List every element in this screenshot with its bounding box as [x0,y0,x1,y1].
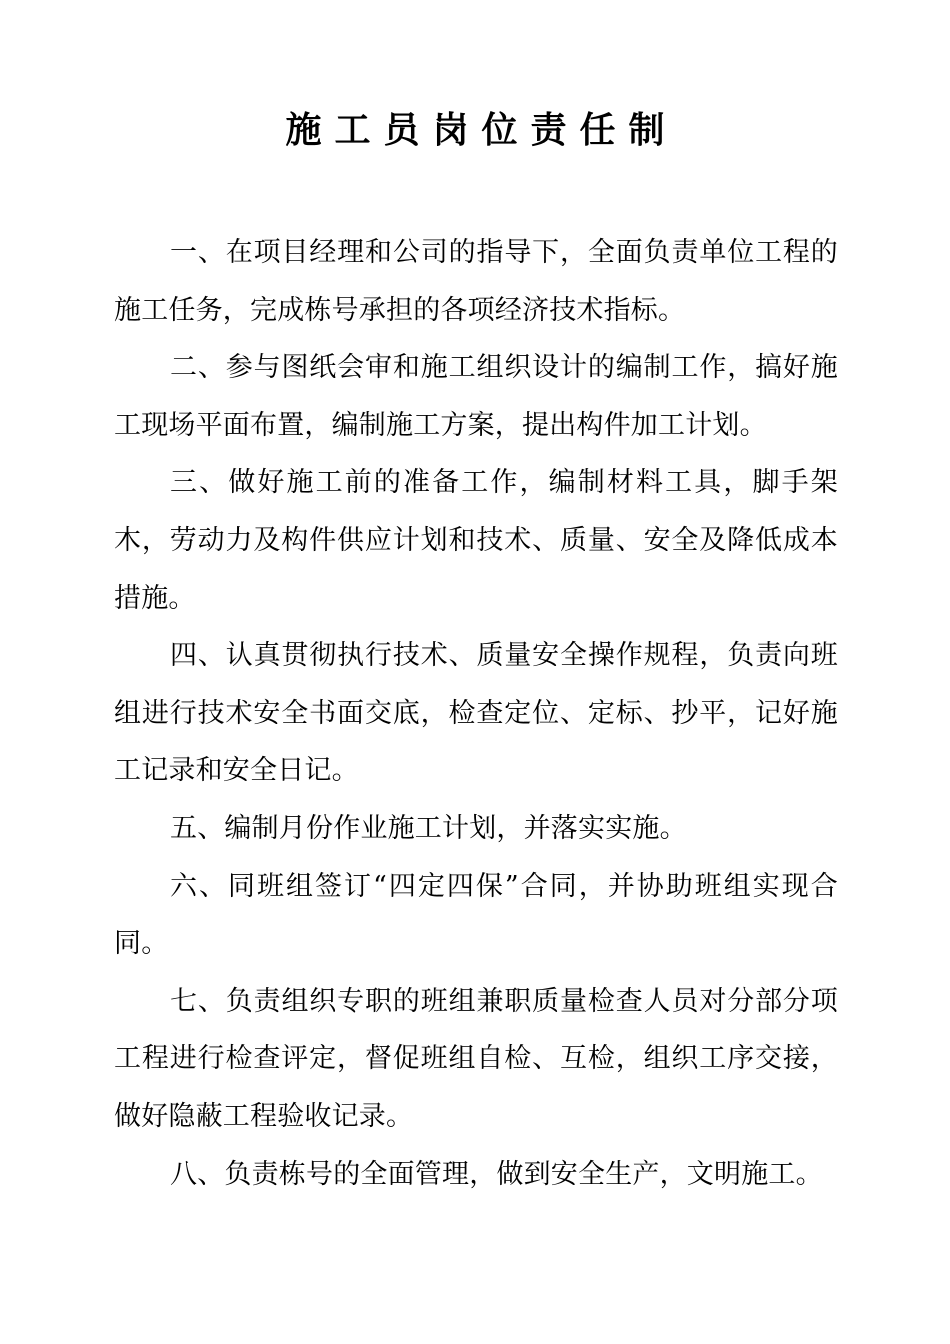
document-title: 施工员岗位责任制 [285,109,678,151]
paragraph-1: 一、在项目经理和公司的指导下，全面负责单位工程的施工任务，完成栋号承担的各项经济技术指标。 [114,237,838,326]
document-body [114,224,838,1203]
paragraph-7: 七、负责组织专职的班组兼职质量检查人员对分部分项工程进行检查评定，督促班组自检、互检，组织工序交接，做好隐蔽工程验收记录。 [114,985,838,1132]
paragraph-2: 二、参与图纸会审和施工组织设计的编制工作，搞好施工现场平面布置，编制施工方案，提出构件加工计划。 [114,352,838,441]
paragraph-8: 八、负责栋号的全面管理，做到安全生产，文明施工。 [170,1158,823,1190]
paragraph-3: 三、做好施工前的准备工作，编制材料工具，脚手架木，劳动力及构件供应计划和技术、质量、安全及降低成本措施。 [114,467,838,614]
paragraph-6: 六、同班组签订“四定四保”合同，并协助班组实现合同。 [114,870,838,960]
paragraph-4: 四、认真贯彻执行技术、质量安全操作规程，负责向班组进行技术安全书面交底，检查定位、定标、抄平，记好施工记录和安全日记。 [114,640,838,787]
paragraph-5: 五、编制月份作业施工计划，并落实实施。 [170,812,687,844]
